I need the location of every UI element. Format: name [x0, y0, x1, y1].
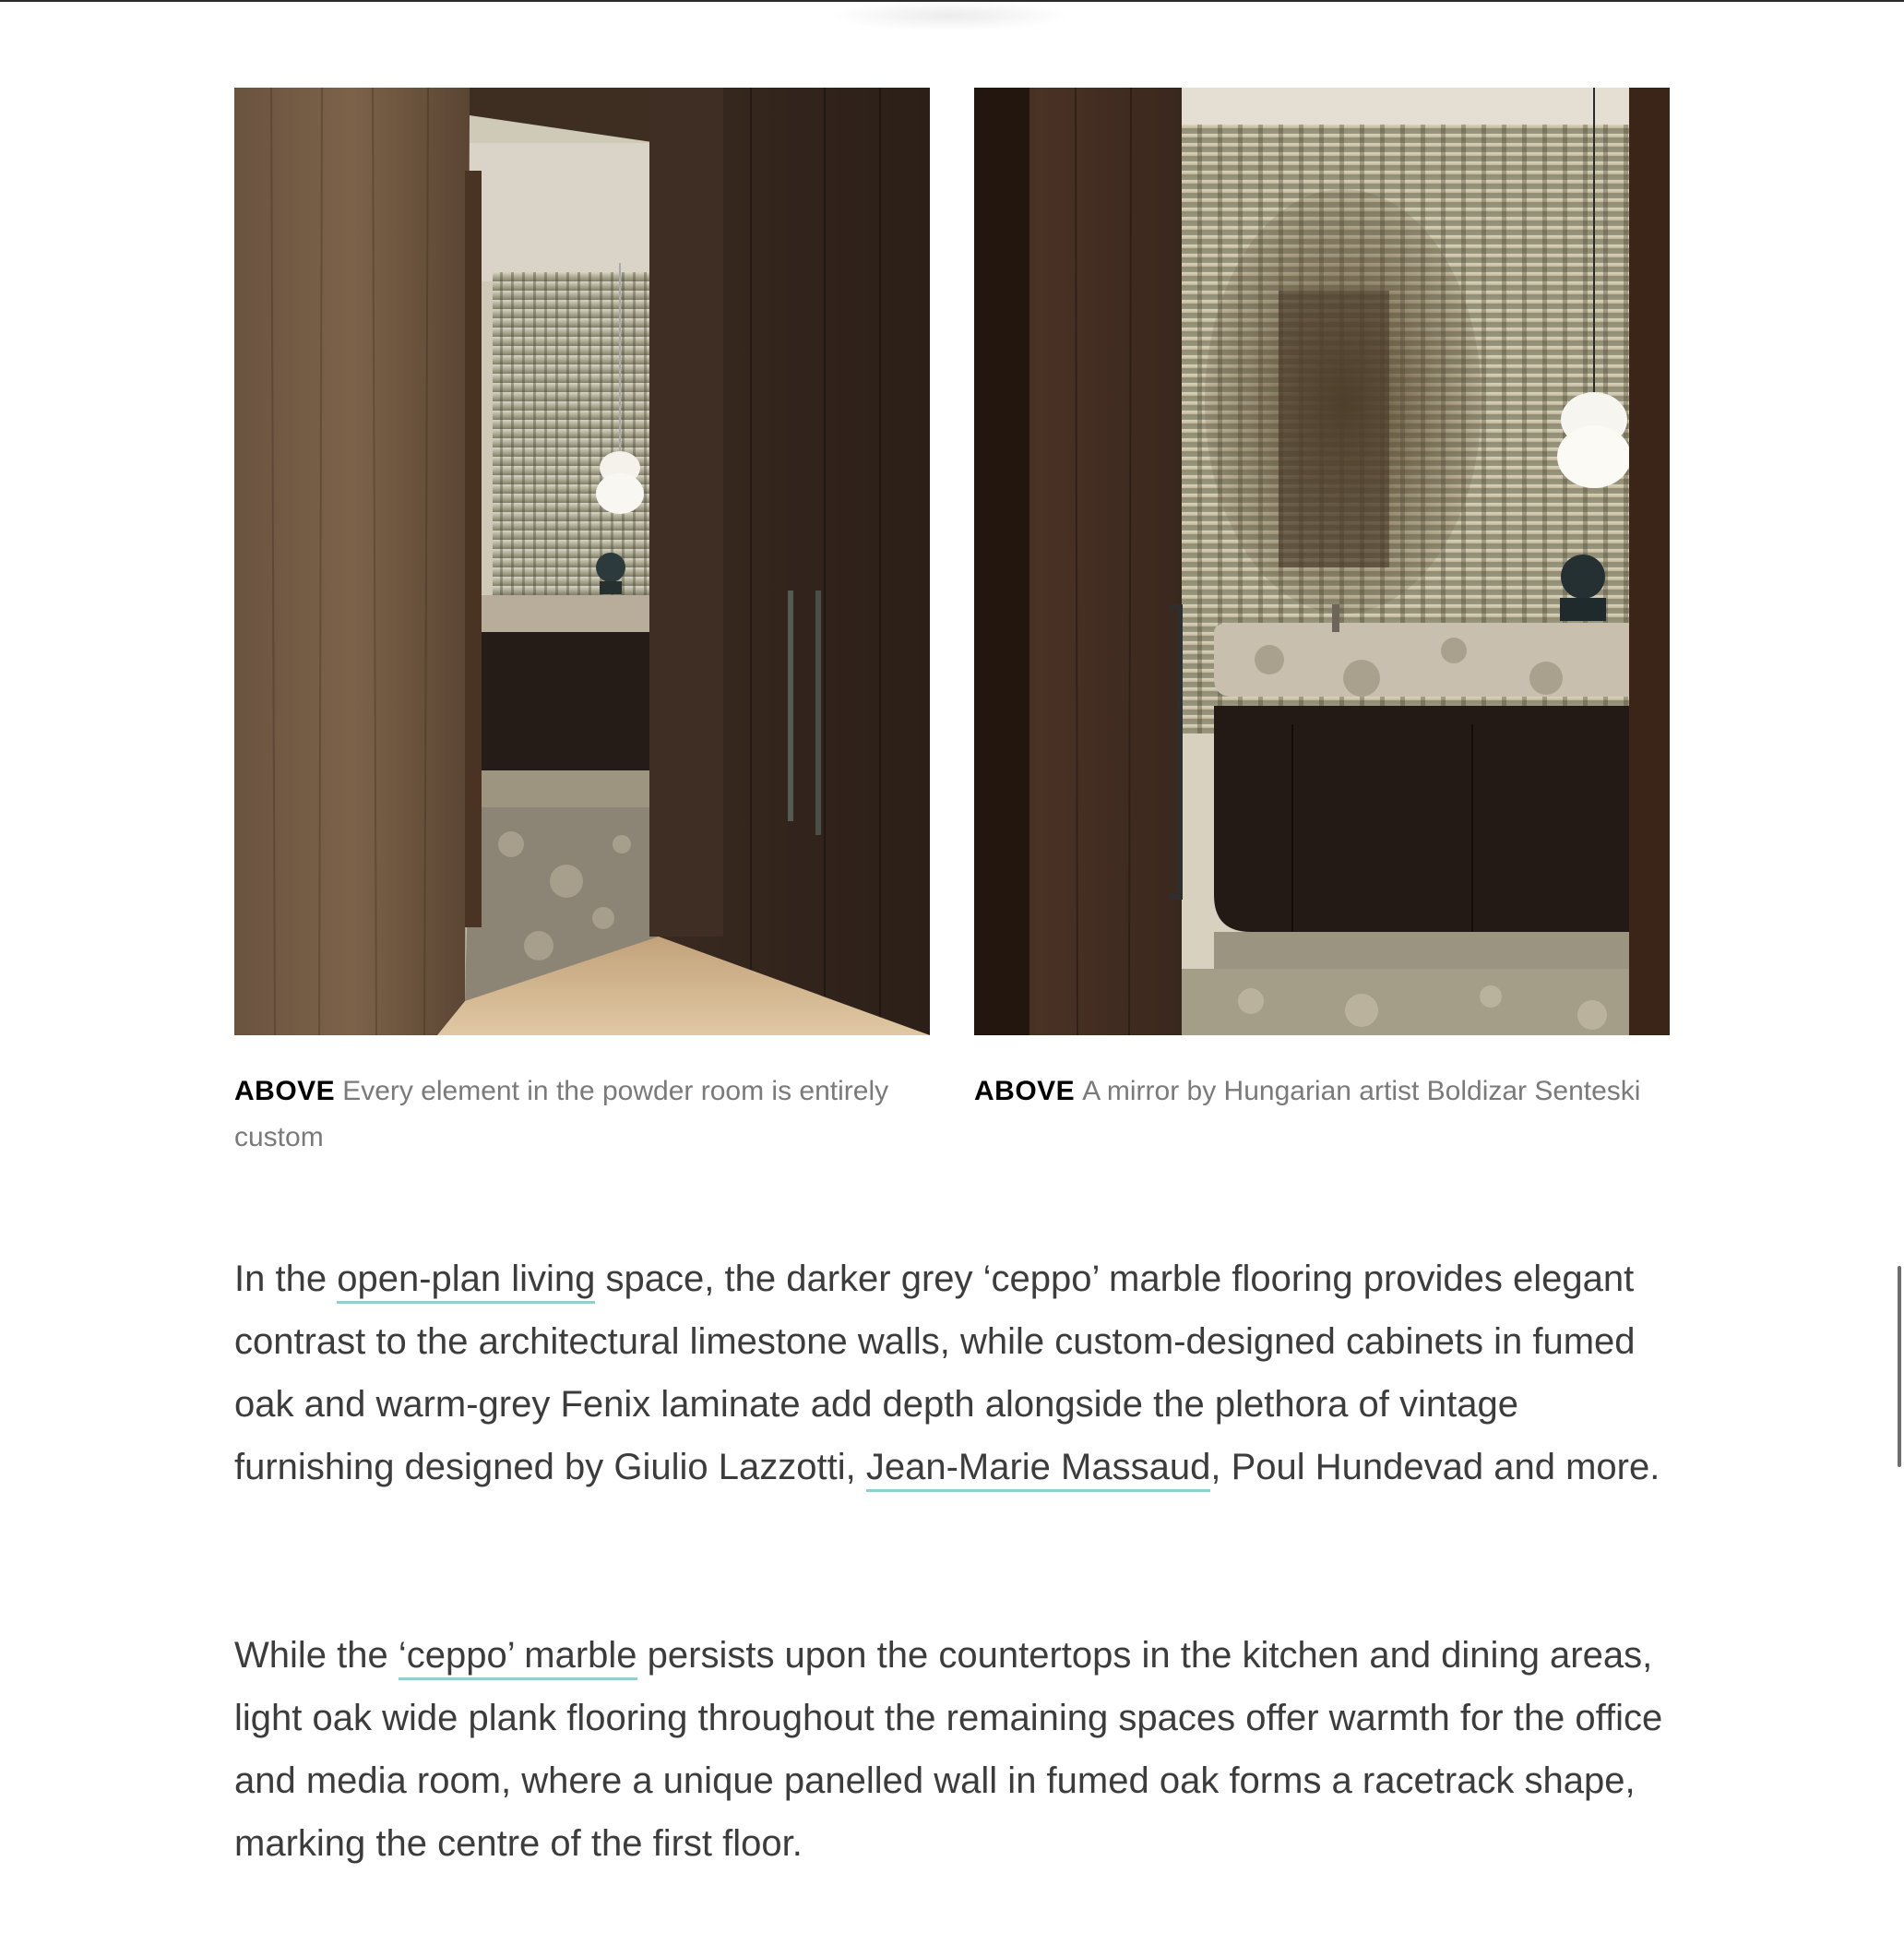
text-run: , Poul Hundevad and more.	[1210, 1447, 1660, 1487]
image-caption-mirror	[974, 1068, 1675, 1115]
article-paragraph-2	[234, 1624, 1673, 1875]
page-scrollbar[interactable]	[1895, 1266, 1904, 1467]
text-run: space, the darker grey ‘ceppo’ marble flooring provides elegant contrast to the architectural limestone walls, while custom-designed cabinets in fumed oak and warm-grey Fenix laminate add depth alongside the plethora of vintage furnishing designed by Giulio Lazzotti,	[234, 1259, 1636, 1487]
text-run: While the	[234, 1635, 399, 1676]
link-open-plan-living[interactable]: open-plan living	[337, 1259, 595, 1304]
gallery-image-powder-room-mirror[interactable]	[974, 88, 1670, 1035]
powder-room-door-photo	[234, 88, 930, 1035]
article-paragraph-1	[234, 1247, 1673, 1498]
caption-tag: ABOVE	[234, 1076, 336, 1106]
caption-text: Every element in the powder room is entirely custom	[234, 1076, 889, 1152]
powder-room-mirror-photo	[974, 88, 1670, 1035]
link-jean-marie-massaud[interactable]: Jean-Marie Massaud	[866, 1447, 1211, 1492]
caption-text: A mirror by Hungarian artist Boldizar Senteski	[1082, 1076, 1641, 1106]
text-run: In the	[234, 1259, 338, 1299]
link-ceppo-marble[interactable]: ‘ceppo’ marble	[399, 1635, 637, 1680]
caption-tag: ABOVE	[974, 1076, 1076, 1106]
image-caption-powder-room	[234, 1068, 935, 1161]
top-shadow	[830, 0, 1070, 31]
scrollbar-thumb[interactable]	[1898, 1266, 1901, 1467]
gallery-image-powder-room-door[interactable]	[234, 88, 930, 1035]
text-run: persists upon the countertops in the kitchen and dining areas, light oak wide plank flooring throughout the remaining spaces offer warmth for the office and media room, where a unique panelled wall in fumed oak forms a racetrack shape, marking the centre of the first floor.	[234, 1635, 1663, 1864]
